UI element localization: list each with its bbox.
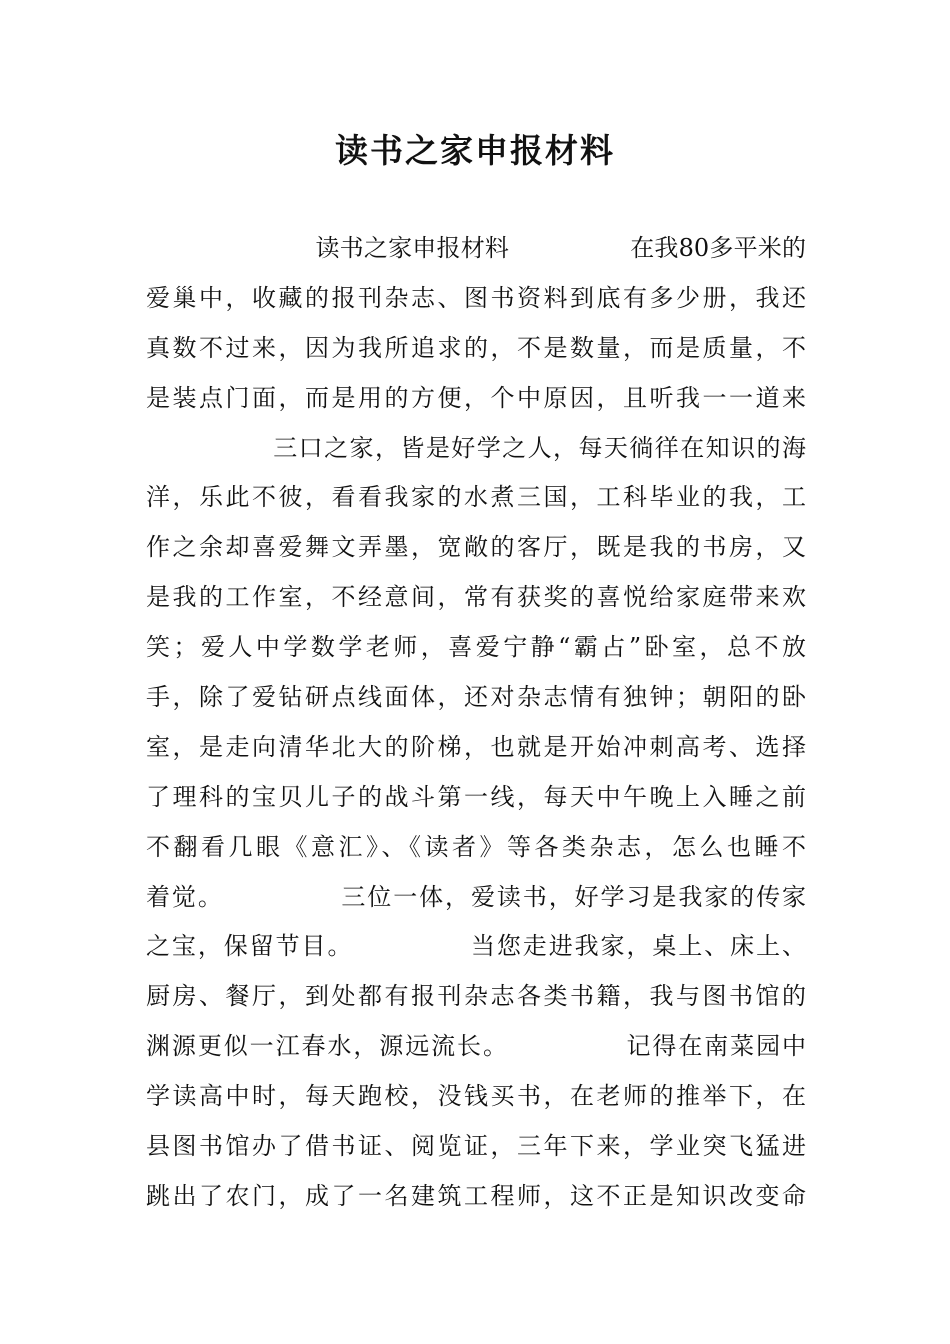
body-line: 是装点门面，而是用的方便，个中原因，且听我一一道来	[146, 383, 806, 412]
body-line: 洋，乐此不彼，看看我家的水煮三国，工科毕业的我，工	[146, 483, 806, 512]
body-line: 跳出了农门，成了一名建筑工程师，这不正是知识改变命	[146, 1181, 806, 1210]
body-line: 室，是走向清华北大的阶梯，也就是开始冲刺高考、选择	[146, 732, 806, 761]
body-line: 学读高中时，每天跑校，没钱买书，在老师的推举下，在	[146, 1082, 806, 1111]
body-line: 是我的工作室，不经意间，常有获奖的喜悦给家庭带来欢	[146, 583, 806, 612]
body-line: 厨房、餐厅，到处都有报刊杂志各类书籍，我与图书馆的	[146, 982, 806, 1011]
document-title: 读书之家申报材料	[335, 131, 615, 170]
body-line: 了理科的宝贝儿子的战斗第一线，每天中午晚上入睡之前	[146, 782, 806, 811]
body-line: 笑；爱人中学数学老师，喜爱宁静“霸占”卧室，总不放	[146, 633, 806, 662]
body-line: 真数不过来，因为我所追求的，不是数量，而是质量，不	[146, 333, 806, 362]
body-line: 读书之家申报材料 在我80多平米的	[146, 234, 806, 262]
body-line: 爱巢中，收藏的报刊杂志、图书资料到底有多少册，我还	[146, 283, 806, 312]
body-line: 作之余却喜爱舞文弄墨，宽敞的客厅，既是我的书房，又	[146, 533, 806, 562]
body-line: 着觉。 三位一体，爱读书，好学习是我家的传家	[146, 882, 806, 911]
body-line: 县图书馆办了借书证、阅览证，三年下来，学业突飞猛进	[146, 1132, 806, 1161]
body-line: 三口之家，皆是好学之人，每天徜徉在知识的海	[146, 433, 806, 462]
document-body	[146, 224, 806, 1222]
body-line: 不翻看几眼《意汇》、《读者》等各类杂志，怎么也睡不	[146, 832, 806, 861]
body-line: 之宝，保留节目。 当您走进我家，桌上、床上、	[146, 932, 806, 961]
body-line: 手，除了爱钻研点线面体，还对杂志情有独钟；朝阳的卧	[146, 683, 806, 712]
body-line: 渊源更似一江春水，源远流长。 记得在南菜园中	[146, 1032, 806, 1061]
